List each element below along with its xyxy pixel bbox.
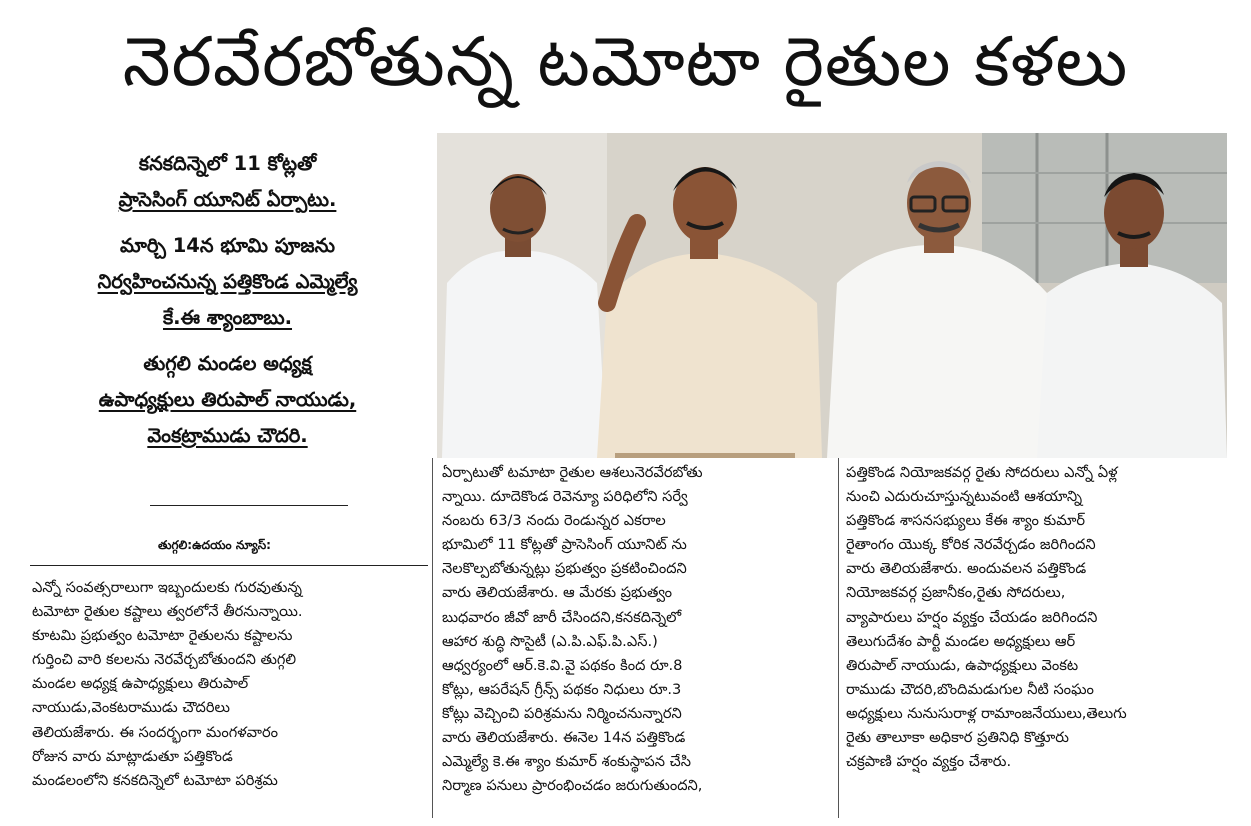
highlight-2: [30, 228, 425, 336]
highlight-1-line-2: ప్రాసెసింగ్ యూనిట్ ఏర్పాటు.: [118, 188, 337, 211]
article-line: గుర్తించి వారి కలలను నెరవేర్చబోతుందని తుగ్గలి: [32, 651, 297, 669]
article-line: నియోజకవర్గ ప్రజానీకం,రైతు సోదరులు,: [846, 584, 1066, 602]
highlight-3-line-3: వెంకట్రాముడు చౌదరి.: [147, 424, 308, 447]
article-line: ఏర్పాటుతో టమాటా రైతుల ఆశలునెరవేరబోతు: [442, 464, 703, 481]
highlight-2-line-2: నిర్వహించనున్న పత్తికొండ ఎమ్మెల్యే: [97, 270, 358, 293]
article-line: మండల అధ్యక్ష ఉపాధ్యక్షులు తిరుపాల్: [32, 675, 249, 693]
article-column-2: [442, 461, 832, 798]
article-column-1: [32, 576, 428, 793]
headline: నెరవేరబోతున్న టమోటా రైతుల కళలు: [122, 23, 1129, 102]
article-line: కోట్లు వెచ్చించి పరిశ్రమను నిర్మించనున్నారని: [442, 704, 682, 722]
column-separator: [838, 458, 839, 818]
article-line: నంబరు 63/3 నందు రెండున్నర ఎకరాల: [442, 512, 666, 530]
column-separator: [432, 458, 433, 818]
article-line: రోజున వారు మాట్లాడుతూ పత్తికొండ: [32, 747, 233, 765]
news-photo: [437, 133, 1227, 458]
article-line: కోట్లు, ఆపరేషన్ గ్రీన్స్ పథకం నిధులు రూ.3: [442, 680, 682, 698]
article-line: ఆధ్వర్యంలో ఆర్.కె.వి.వై పథకం కింద రూ.8: [442, 656, 683, 674]
article-line: కూటమి ప్రభుత్వం టమోటా రైతులను కష్టాలను: [32, 627, 293, 645]
article-line: వ్యాపారులు హర్షం వ్యక్తం చేయడం జరిగిందని: [846, 608, 1098, 626]
article-line: రాముడు చౌదరి,బొందిమడుగుల నీటి సంఘం: [846, 680, 1094, 698]
article-line: టమోటా రైతుల కష్టాలు త్వరలోనే తీరనున్నాయి.: [32, 603, 303, 621]
article-line: నెలకొల్పబోతున్నట్లు ప్రభుత్వం ప్రకటించిందని: [442, 560, 687, 578]
article-column-3: [846, 461, 1228, 774]
highlight-3-line-2: ఉపాధ్యక్షులు తిరుపాల్ నాయుడు,: [98, 388, 357, 411]
article-line: వారు తెలియజేశారు. ఈనెల 14న పత్తికొండ: [442, 729, 686, 747]
dateline: తుగ్గలి:ఉదయం న్యూస్:: [158, 538, 271, 552]
article-line: పత్తికొండ శాసనసభ్యులు కేఈ శ్యాం కుమార్: [846, 512, 1086, 530]
article-line: తెలుగుదేశం పార్టీ మండల అధ్యక్షులు ఆర్: [846, 632, 1076, 650]
article-line: ఆహార శుద్ధి సొసైటీ (ఎ.పి.ఎఫ్.పి.ఎస్.): [442, 632, 658, 650]
highlight-1: [30, 146, 425, 218]
article-line: నుంచి ఎదురుచూస్తున్నటువంటి ఆశయాన్ని: [846, 488, 1083, 506]
article-line: రైతు తాలూకా అధికార ప్రతినిధి కొత్తూరు: [846, 729, 1069, 747]
article-line: వారు తెలియజేశారు. ఆ మేరకు ప్రభుత్వం: [442, 584, 673, 602]
article-line: బుధవారం జీవో జారీ చేసిందని,కనకదిన్నెలో: [442, 608, 682, 626]
article-line: తెలియజేశారు. ఈ సందర్భంగా మంగళవారం: [32, 723, 279, 741]
highlight-1-line-1: కనకదిన్నెలో 11 కోట్లతో: [138, 152, 317, 175]
article-line: నాయుడు,వెంకటరాముడు చౌదరిలు: [32, 699, 230, 717]
highlight-2-line-3: కే.ఈ శ్యాంబాబు.: [162, 306, 293, 329]
divider-line: [30, 565, 428, 566]
article-line: భూమిలో 11 కోట్లతో ప్రాసెసింగ్ యూనిట్ ను: [442, 536, 687, 554]
highlights-box: [30, 146, 425, 454]
article-line: రైతాంగం యొక్క కోరిక నెరవేర్చడం జరిగిందని: [846, 536, 1096, 554]
article-line: మండలంలోని కనకదిన్నెలో టమోటా పరిశ్రమ: [32, 771, 278, 789]
article-line: వారు తెలియజేశారు. అందువలన పత్తికొండ: [846, 560, 1087, 578]
article-line: అధ్యక్షులు నునుసురాళ్ల రామాంజనేయులు,తెలుగు: [846, 704, 1127, 722]
article-line: ఎన్నో సంవత్సరాలుగా ఇబ్బందులకు గురవుతున్న: [32, 579, 302, 596]
group-photo-image: [437, 133, 1227, 458]
divider-line: [150, 505, 348, 506]
article-line: తిరుపాల్ నాయుడు, ఉపాధ్యక్షులు వెంకట: [846, 656, 1079, 674]
highlight-2-line-1: మార్చి 14న భూమి పూజను: [119, 234, 336, 257]
article-line: పత్తికొండ నియోజకవర్గ రైతు సోదరులు ఎన్నో ఏళ్ల: [846, 464, 1118, 481]
article-line: ఎమ్మెల్యే కె.ఈ శ్యాం కుమార్ శంకుస్థాపన చేసి: [442, 753, 691, 771]
highlight-3-line-1: తుగ్గలి మండల అధ్యక్ష: [143, 352, 312, 375]
article-line: చక్రపాణి హర్షం వ్యక్తం చేశారు.: [846, 753, 1012, 771]
article-line: నిర్మాణ పనులు ప్రారంభించడం జరుగుతుందని,: [442, 777, 703, 795]
article-line: న్నాయి. దూదెకొండ రెవెన్యూ పరిధిలోని సర్వే: [442, 488, 688, 506]
highlight-3: [30, 346, 425, 454]
